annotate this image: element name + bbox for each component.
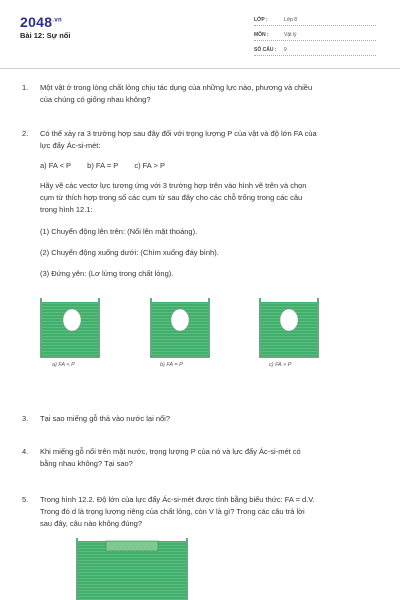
q2-option-b: b) FA = P [87, 161, 119, 170]
question-3: 3. Tại sao miếng gỗ thả vào nước lại nổi? [22, 414, 171, 423]
beaker-figure-c [259, 296, 319, 358]
q2-option-a: a) FA < P [40, 161, 72, 170]
question-5: 5. Trong hình 12.2. Độ lớn của lực đẩy Ác-si-mét được tính bằng biểu thức: FA = d.V. Trong đó d là trọng lượng riêng của chất lỏng, còn V là gì? Trong các câu trả lời sau đây, câu nào không đúng? [22, 495, 315, 528]
meta-question-count: SỐ CÂU : 9 [254, 44, 376, 56]
meta-class: LỚP : Lớp 8 [254, 14, 376, 26]
question-2: 2. Có thể xảy ra 3 trường hợp sau đây đối với trọng lượng P của vật và độ lớn FA của lực đẩy Ác-si-mét: [22, 129, 317, 150]
header-divider [0, 68, 400, 69]
lesson-title: Bài 12: Sự nổi [20, 31, 71, 40]
beaker-figure-a [40, 296, 100, 358]
caption-figure-c: c) FA > P [269, 362, 292, 368]
q2-case-3: (3) Đứng yên: (Lơ lửng trong chất lỏng). [40, 269, 174, 278]
q2-case-2: (2) Chuyển động xuống dưới: (Chìm xuống đáy bình). [40, 248, 219, 257]
page-header [0, 0, 400, 66]
beaker-figure-12-2 [76, 538, 188, 600]
beaker-figure-b [150, 296, 210, 358]
caption-figure-a: a) FA < P [52, 362, 75, 368]
site-logo[interactable]: $2048^{.vn}$ [20, 14, 62, 30]
meta-subject: MÔN : Vật lý [254, 29, 376, 41]
caption-figure-b: b) FA = P [160, 362, 183, 368]
q2-case-1: (1) Chuyển động lên trên: (Nổi lên mặt thoáng). [40, 227, 198, 236]
question-1: 1. Một vật ở trong lòng chất lỏng chịu tác dụng của những lực nào, phương và chiều của chúng có giống nhau không? [22, 83, 313, 104]
q2-instruction: Hãy vẽ các vectơ lực tương ứng với 3 trường hợp trên vào hình vẽ trên và chọn cụm từ thích hợp trong số các cụm từ sau đây cho các chỗ trống trong các câu trong hình 12.1: [40, 181, 307, 214]
question-4: 4. Khi miếng gỗ nổi trên mặt nước, trọng lượng P của nó và lực đẩy Ác-si-mét có bằng nhau không? Tại sao? [22, 447, 301, 468]
q2-options [40, 161, 179, 170]
q2-option-c: c) FA > P [134, 161, 165, 170]
